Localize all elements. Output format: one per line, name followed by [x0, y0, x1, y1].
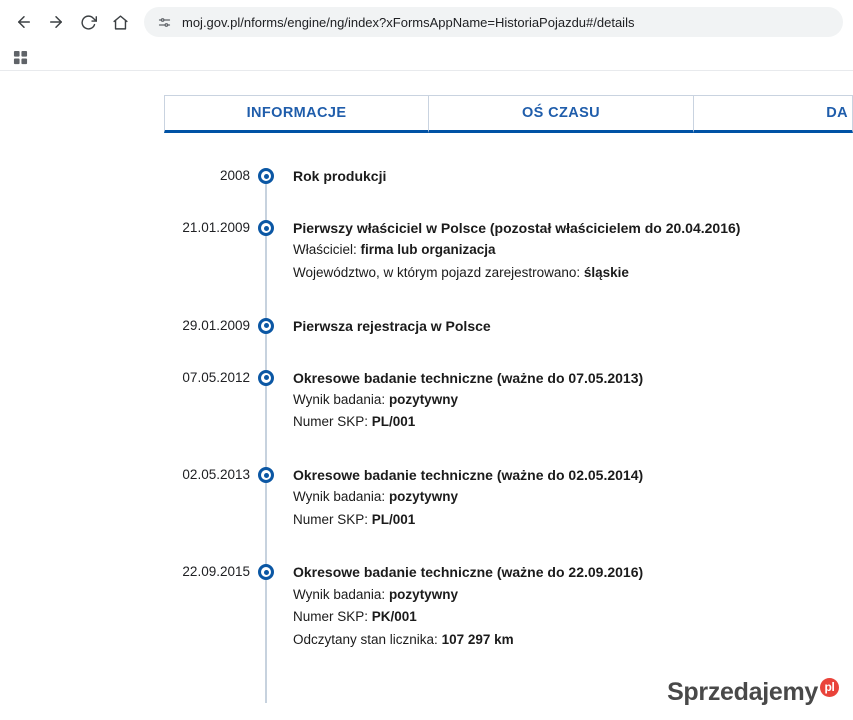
event-body — [282, 466, 853, 529]
site-settings-icon[interactable] — [156, 14, 172, 30]
timeline-event — [0, 219, 853, 282]
timeline-dot-icon — [258, 318, 274, 334]
event-detail-label: Właściciel: — [293, 242, 361, 258]
event-detail — [293, 240, 839, 260]
page-content — [0, 71, 853, 720]
home-icon[interactable] — [106, 8, 134, 36]
apps-grid-icon[interactable] — [9, 46, 31, 68]
event-date: 22.09.2015 — [182, 564, 250, 580]
tab-dane[interactable] — [694, 95, 853, 133]
address-bar[interactable] — [144, 7, 843, 37]
event-detail-label: Numer SKP: — [293, 414, 372, 430]
event-detail — [293, 412, 839, 432]
timeline-dot-wrap — [250, 317, 282, 334]
timeline-dot-icon — [258, 564, 274, 580]
event-detail-value: PL/001 — [371, 511, 416, 527]
event-title: Pierwsza rejestracja w Polsce — [293, 317, 491, 334]
event-detail-value: firma lub organizacja — [360, 242, 496, 258]
forward-arrow-icon[interactable] — [42, 8, 70, 36]
timeline-dot-wrap — [250, 466, 282, 483]
event-title: Pierwszy właściciel w Polsce (pozostał właścicielem do 20.04.2016) — [293, 220, 741, 237]
event-detail-value: pozytywny — [388, 489, 458, 505]
address-bar-url: moj.gov.pl/nforms/engine/ng/index?xFormsAppName=HistoriaPojazdu#/details — [182, 14, 635, 30]
timeline-event — [0, 466, 853, 529]
event-detail — [293, 510, 839, 530]
event-title: Okresowe badanie techniczne (ważne do 22.09.2016) — [293, 564, 644, 581]
event-detail — [293, 630, 839, 650]
event-title: Okresowe badanie techniczne (ważne do 02.05.2014) — [293, 467, 644, 483]
watermark — [667, 678, 839, 707]
event-detail-value: pozytywny — [388, 391, 458, 407]
event-detail-label: Województwo, w którym pojazd zarejestrowano: — [293, 264, 584, 280]
timeline-event — [0, 167, 853, 185]
tab-informacje-label: INFORMACJE — [246, 105, 347, 121]
event-detail-value: PK/001 — [371, 609, 417, 625]
event-date: 07.05.2012 — [182, 369, 250, 385]
event-body — [282, 317, 853, 335]
timeline-dot-icon — [258, 168, 274, 184]
event-detail-label: Wynik badania: — [293, 489, 389, 505]
timeline-event — [0, 563, 853, 649]
event-detail-value: 107 297 km — [441, 631, 514, 647]
event-body — [282, 369, 853, 432]
event-date: 2008 — [219, 168, 250, 183]
event-title: Rok produkcji — [293, 168, 387, 184]
event-detail-value: pozytywny — [388, 586, 458, 602]
event-detail — [293, 390, 839, 410]
event-title: Okresowe badanie techniczne (ważne do 07.05.2013) — [293, 369, 644, 386]
watermark-badge: pl — [820, 678, 839, 697]
event-detail — [293, 585, 839, 605]
timeline-event — [0, 317, 853, 335]
event-detail-value: śląskie — [583, 264, 629, 280]
event-detail — [293, 263, 839, 283]
event-detail-label: Odczytany stan licznika: — [293, 631, 442, 647]
event-detail — [293, 487, 839, 507]
timeline-dot-wrap — [250, 563, 282, 580]
event-detail-label: Numer SKP: — [293, 511, 372, 527]
event-body — [282, 167, 853, 185]
tab-informacje[interactable] — [164, 95, 429, 133]
event-body — [282, 219, 853, 282]
event-date: 29.01.2009 — [182, 317, 250, 333]
event-detail-label: Wynik badania: — [293, 586, 389, 602]
timeline — [0, 167, 853, 703]
timeline-dot-wrap — [250, 167, 282, 184]
timeline-event — [0, 369, 853, 432]
browser-toolbar — [0, 0, 853, 44]
back-arrow-icon[interactable] — [10, 8, 38, 36]
tab-os-czasu-label: OŚ CZASU — [521, 105, 601, 121]
timeline-dot-wrap — [250, 369, 282, 386]
event-body — [282, 563, 853, 649]
bookmarks-bar — [0, 44, 853, 70]
event-detail — [293, 607, 839, 627]
timeline-dot-icon — [258, 467, 274, 483]
timeline-dot-icon — [258, 220, 274, 236]
reload-icon[interactable] — [74, 8, 102, 36]
timeline-dot-wrap — [250, 219, 282, 236]
tab-bar — [0, 87, 853, 133]
tab-os-czasu[interactable] — [429, 95, 694, 133]
event-detail-label: Wynik badania: — [293, 391, 389, 407]
watermark-text: Sprzedajemy — [667, 678, 818, 706]
timeline-dot-icon — [258, 370, 274, 386]
event-date: 02.05.2013 — [182, 467, 250, 482]
tab-dane-label: DA — [826, 105, 848, 121]
event-date: 21.01.2009 — [182, 220, 250, 236]
event-detail-value: PL/001 — [371, 414, 416, 430]
event-detail-label: Numer SKP: — [293, 609, 372, 625]
